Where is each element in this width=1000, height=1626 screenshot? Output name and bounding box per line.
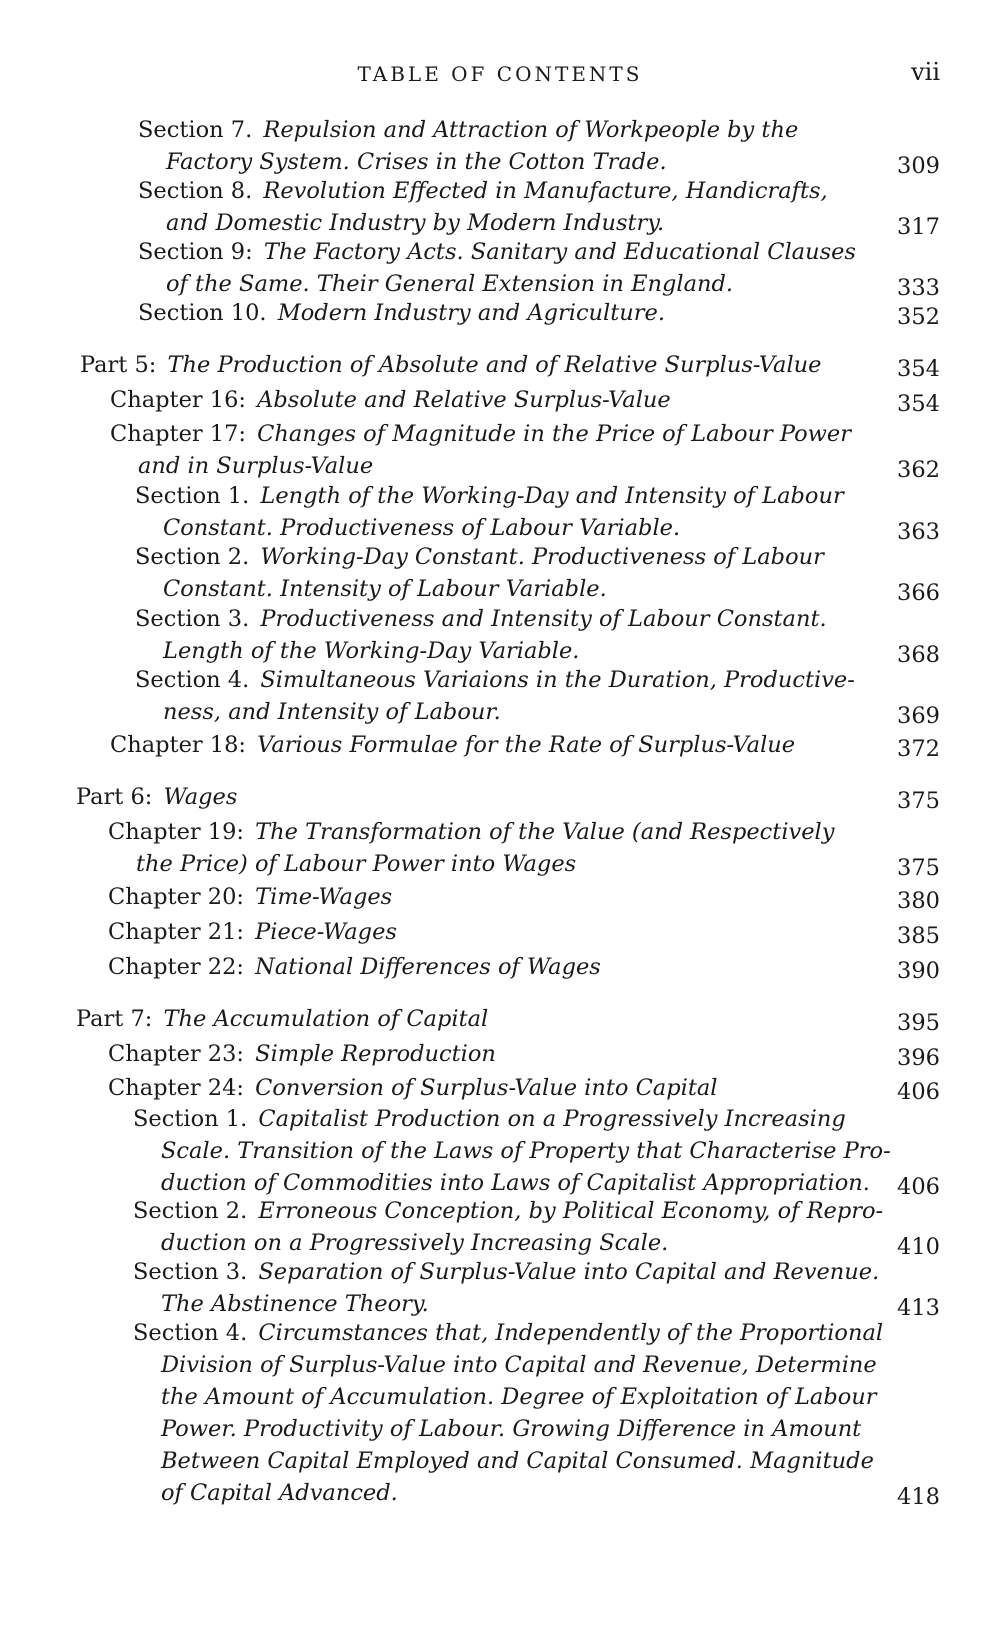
toc-entry-page: 363 [897, 519, 940, 545]
toc-entry [108, 951, 601, 983]
toc-entry-title: Simultaneous Variaions in the Duration, Productive- [260, 667, 855, 693]
toc-entry-title: Productiveness and Intensity of Labour Constant. [260, 606, 827, 632]
toc-entry-title: Capitalist Production on a Progressively Increasing [258, 1106, 846, 1132]
toc-entry-label: Section 1. [133, 1106, 248, 1132]
toc-entry [108, 1072, 717, 1104]
toc-entry-title: of Capital Advanced. [161, 1480, 398, 1506]
toc-entry-label: Chapter 21: [108, 919, 244, 945]
toc-entry-label: Section 4. [133, 1320, 248, 1346]
toc-entry-title: Circumstances that, Independently of the Proportional [258, 1320, 884, 1346]
toc-entry-title: Factory System. Crises in the Cotton Trade. [166, 149, 667, 175]
toc-entry-title: Constant. Intensity of Labour Variable. [163, 576, 607, 602]
toc-entry-page: 406 [897, 1079, 940, 1105]
toc-entry-label: Section 2. [133, 1198, 248, 1224]
toc-entry-page: 368 [897, 642, 940, 668]
toc-entry-title: and in Surplus-Value [138, 453, 374, 479]
toc-entry-label: Section 7. [138, 117, 253, 143]
toc-entry-title: Power. Productivity of Labour. Growing Difference in Amount [161, 1416, 862, 1442]
running-header-title: TABLE OF CONTENTS [357, 62, 643, 86]
toc-entry-page: 354 [897, 391, 940, 417]
toc-entry-page: 366 [897, 580, 940, 606]
toc-entry-title: Absolute and Relative Surplus-Value [257, 387, 671, 413]
toc-entry-page: 309 [897, 153, 940, 179]
toc-entry-page: 418 [897, 1484, 940, 1510]
toc-entry-title: Changes of Magnitude in the Price of Labour Power [257, 421, 851, 447]
toc-entry [110, 384, 671, 416]
toc-entry [133, 1103, 891, 1199]
toc-entry-page: 369 [897, 703, 940, 729]
toc-entry-title: of the Same. Their General Extension in England. [166, 271, 734, 297]
toc-entry-label: Section 3. [133, 1259, 248, 1285]
toc-entry-title: Erroneous Conception, by Political Economy, of Repro- [258, 1198, 884, 1224]
toc-entry-page: 385 [897, 923, 940, 949]
toc-entry-label: Section 8. [138, 178, 253, 204]
toc-entry [138, 175, 828, 239]
toc-entry-title: Modern Industry and Agriculture. [277, 300, 665, 326]
toc-entry-title: Simple Reproduction [255, 1041, 496, 1067]
toc-entry-title: Repulsion and Attraction of Workpeople by the [263, 117, 799, 143]
toc-entry-title: Length of the Working-Day Variable. [163, 638, 580, 664]
toc-entry [80, 349, 821, 381]
toc-entry-title: Scale. Transition of the Laws of Property that Characterise Pro- [161, 1138, 891, 1164]
toc-entry-title: duction on a Progressively Increasing Scale. [161, 1230, 669, 1256]
toc-entry-label: Section 2. [135, 544, 250, 570]
toc-entry-title: National Differences of Wages [255, 954, 601, 980]
toc-entry-label: Section 3. [135, 606, 250, 632]
toc-entry-label: Chapter 18: [110, 732, 246, 758]
toc-entry-title: Conversion of Surplus-Value into Capital [255, 1075, 718, 1101]
toc-entry-title: Between Capital Employed and Capital Consumed. Magnitude [161, 1448, 874, 1474]
toc-entry-label: Section 9: [138, 239, 253, 265]
toc-entry [110, 729, 795, 761]
toc-entry [108, 916, 397, 948]
toc-entry [135, 603, 827, 667]
toc-entry-title: The Factory Acts. Sanitary and Educational Clauses [263, 239, 856, 265]
toc-entry-title: Revolution Effected in Manufacture, Handicrafts, [263, 178, 828, 204]
toc-entry-title: ness, and Intensity of Labour. [163, 699, 501, 725]
toc-entry-title: Wages [163, 784, 238, 810]
toc-entry-page: 406 [897, 1174, 940, 1200]
toc-entry-page: 375 [897, 855, 940, 881]
toc-entry-label: Part 6: [76, 784, 153, 810]
toc-entry-label: Chapter 22: [108, 954, 244, 980]
toc-entry-title: Piece-Wages [255, 919, 397, 945]
toc-entry [110, 418, 851, 482]
toc-entry-title: Separation of Surplus-Value into Capital and Revenue. [258, 1259, 880, 1285]
toc-entry-page: 333 [897, 275, 940, 301]
toc-entry-title: The Transformation of the Value (and Respectively [255, 819, 835, 845]
toc-entry-label: Chapter 20: [108, 884, 244, 910]
toc-entry [135, 480, 844, 544]
toc-entry-title: duction of Commodities into Laws of Capitalist Appropriation. [161, 1170, 870, 1196]
toc-entry [135, 541, 824, 605]
toc-entry-title: Constant. Productiveness of Labour Variable. [163, 515, 681, 541]
toc-entry-page: 352 [897, 304, 940, 330]
toc-entry-label: Section 1. [135, 483, 250, 509]
toc-entry-page: 413 [897, 1295, 940, 1321]
toc-entry [138, 297, 665, 329]
toc-entry-label: Part 5: [80, 352, 157, 378]
toc-entry-page: 390 [897, 958, 940, 984]
toc-entry-label: Chapter 17: [110, 421, 246, 447]
toc-entry [76, 1003, 488, 1035]
toc-entry [76, 781, 237, 813]
toc-entry [135, 664, 855, 728]
toc-entry-label: Chapter 24: [108, 1075, 244, 1101]
toc-entry-page: 354 [897, 356, 940, 382]
toc-entry-title: The Abstinence Theory. [161, 1291, 429, 1317]
toc-entry [133, 1317, 883, 1509]
toc-entry-page: 410 [897, 1234, 940, 1260]
toc-entry [138, 114, 798, 178]
toc-entry-title: the Price) of Labour Power into Wages [136, 851, 577, 877]
toc-entry-title: The Production of Absolute and of Relative Surplus-Value [167, 352, 822, 378]
toc-entry-label: Part 7: [76, 1006, 153, 1032]
toc-entry [133, 1256, 879, 1320]
toc-entry [133, 1195, 883, 1259]
toc-entry [108, 881, 392, 913]
toc-entry-page: 362 [897, 457, 940, 483]
toc-entry-label: Section 10. [138, 300, 267, 326]
toc-entry [138, 236, 856, 300]
toc-entry-page: 396 [897, 1045, 940, 1071]
toc-entry-label: Chapter 23: [108, 1041, 244, 1067]
toc-entry-title: Division of Surplus-Value into Capital and Revenue, Determine [161, 1352, 877, 1378]
toc-entry-page: 375 [897, 788, 940, 814]
toc-entry-page: 317 [897, 214, 940, 240]
toc-entry-title: the Amount of Accumulation. Degree of Exploitation of Labour [161, 1384, 877, 1410]
toc-entry-page: 395 [897, 1010, 940, 1036]
toc-entry-title: Working-Day Constant. Productiveness of Labour [260, 544, 824, 570]
toc-entry-title: Time-Wages [255, 884, 393, 910]
toc-entry-page: 372 [897, 736, 940, 762]
toc-entry [108, 816, 834, 880]
toc-entry [108, 1038, 496, 1070]
toc-entry-title: and Domestic Industry by Modern Industry. [166, 210, 665, 236]
page-number: vii [911, 58, 940, 86]
toc-entry-title: Various Formulae for the Rate of Surplus-Value [257, 732, 796, 758]
toc-entry-title: Length of the Working-Day and Intensity of Labour [260, 483, 844, 509]
toc-entry-title: The Accumulation of Capital [163, 1006, 489, 1032]
toc-entry-label: Chapter 19: [108, 819, 244, 845]
toc-entry-label: Section 4. [135, 667, 250, 693]
toc-entry-label: Chapter 16: [110, 387, 246, 413]
toc-entry-page: 380 [897, 888, 940, 914]
